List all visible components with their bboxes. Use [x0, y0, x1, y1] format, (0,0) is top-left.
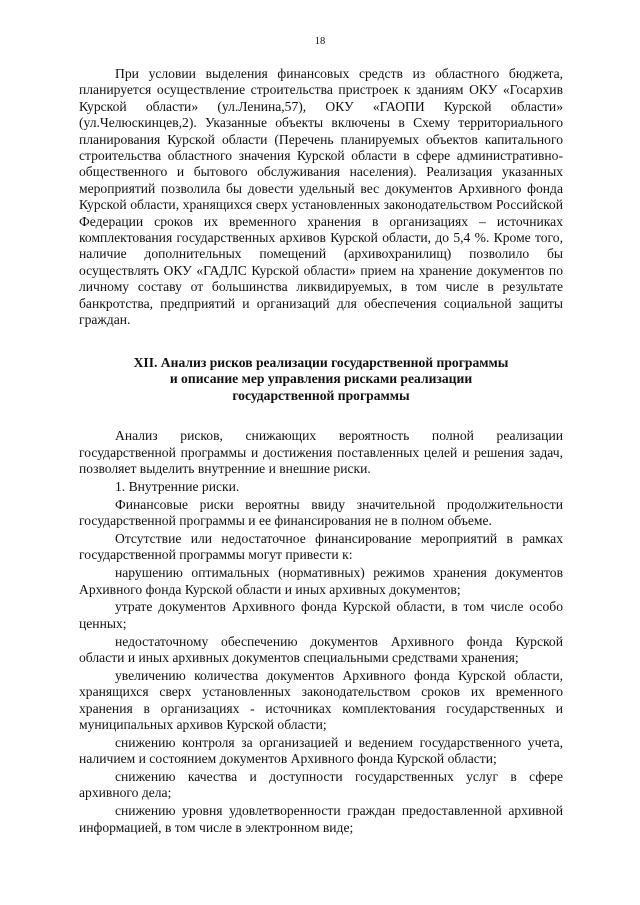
section-heading-line-2: и описание мер управления рисками реализации — [169, 371, 473, 387]
section-heading-line-1: XII. Анализ рисков реализации государственной программы — [133, 354, 509, 370]
list-item-document-loss: утрате документов Архивного фонда Курской области, в том числе особо ценных; — [79, 599, 563, 631]
section-heading-line-3: государственной программы — [232, 387, 410, 403]
list-item-accounting-control: снижению контроля за организацией и ведением государственного учета, наличием и состоянием документов Архивного фонда Курской области; — [79, 734, 563, 767]
risk-analysis-section — [79, 428, 563, 836]
list-item-storage-means: недостаточному обеспечению документов Архивного фонда Курской области и иных архивных документов специальными средствами хранения; — [79, 633, 563, 665]
list-item-storage-regimes: нарушению оптимальных (нормативных) режимов хранения документов Архивного фонда Курской области и иных архивных документов; — [79, 565, 563, 597]
paragraph-financial-risks: Финансовые риски вероятны ввиду значительной продолжительности государственной программы и ее финансирования не в полном объеме. — [79, 496, 563, 529]
paragraph-risk-analysis: Анализ рисков, снижающих вероятность полной реализации государственной программы и достижения поставленных целей и решения задач, позволяет выделить внутренние и внешние риски. — [79, 428, 563, 477]
paragraph-insufficient-funding: Отсутствие или недостаточное финансирование мероприятий в рамках государственной программы могут привести к: — [79, 530, 563, 563]
list-item-excess-documents: увеличению количества документов Архивного фонда Курской области, хранящихся сверх установленных законодательством сроков их временного хранения в организациях - источниках комплектования государственных и муниципальных архивов Курской области; — [79, 667, 563, 732]
document-body — [79, 66, 563, 837]
section-heading — [79, 355, 563, 405]
page-number: 18 — [314, 36, 326, 47]
paragraph-internal-risks: 1. Внутренние риски. — [115, 478, 240, 494]
list-item-citizen-satisfaction: снижению уровня удовлетворенности граждан предоставленной архивной информацией, в том числе в электронном виде; — [79, 803, 563, 835]
intro-paragraph: При условии выделения финансовых средств из областного бюджета, планируется осуществление строительства пристроек к зданиям ОКУ «Госархив Курской области» (ул.Ленина,57), ОКУ «ГАОПИ Курской области» (ул.Челюскинцев,2). Указанные объекты включены в Схему территориального планирования Курской области (Перечень планируемых объектов капитального строительства областного значения Курской области в сфере административно-общественного и бытового обслуживания населения). Реализация указанных мероприятий позволила бы довести удельный вес документов Архивного фонда Курской области, хранящихся сверх установленных законодательством Российской Федерации сроков их временного хранения в организациях – источниках комплектования государственных архивов Курской области, до 5,4 %. Кроме того, наличие дополнительных помещений (архивохранилищ) позволило бы осуществлять ОКУ «ГАДЛС Курской области» прием на хранение документов по личному составу от большинства ликвидируемых, в том числе в результате банкротства, предприятий и организаций для обеспечения социальной защиты граждан. — [79, 66, 563, 328]
list-item-service-quality: снижению качества и доступности государственных услуг в сфере архивного дела; — [79, 768, 563, 801]
